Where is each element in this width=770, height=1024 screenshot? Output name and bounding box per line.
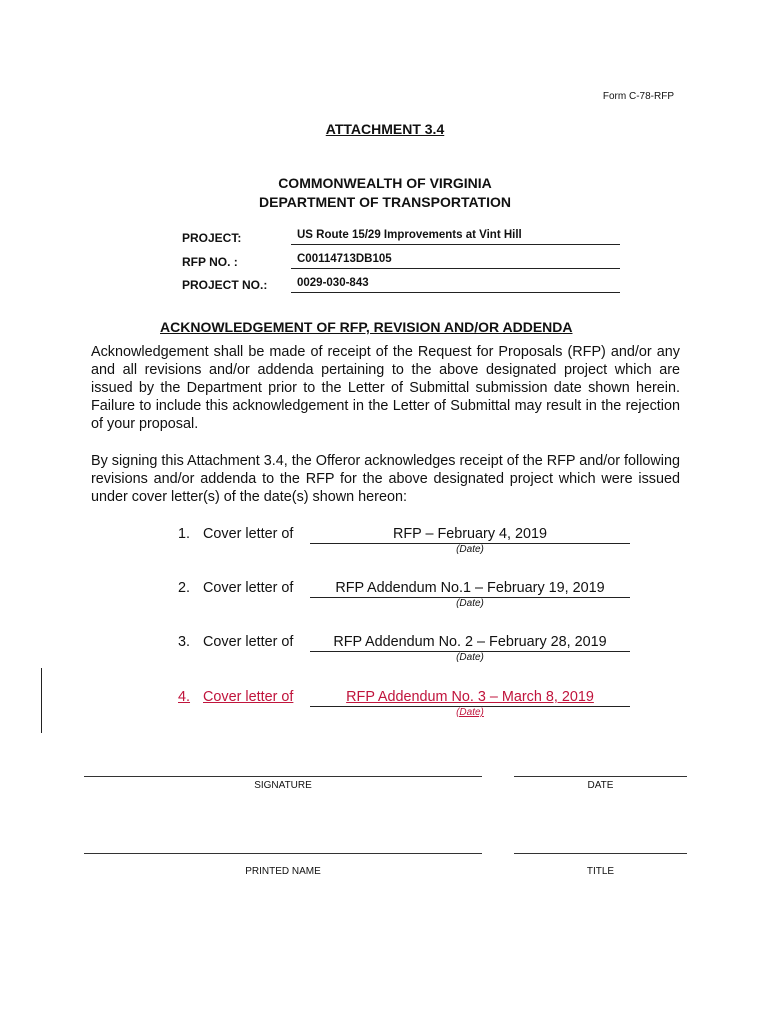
acknowledgement-title: ACKNOWLEDGEMENT OF RFP, REVISION AND/OR ADDENDA [160, 319, 573, 335]
cover-letter-4-label [178, 689, 293, 705]
cover-letter-4-number: 4. [178, 689, 191, 705]
title-label: TITLE [586, 866, 615, 877]
acknowledgement-paragraph-2: By signing this Attachment 3.4, the Offeror acknowledges receipt of the RFP and/or following revisions and/or addenda to the RFP for the above designated project which were issued under cover letter(s) of the date(s) shown hereon: [91, 453, 681, 505]
cover-letter-3-text: Cover letter of [203, 634, 294, 650]
cover-letter-1-number: 1. [178, 526, 191, 542]
organization-line-2: DEPARTMENT OF TRANSPORTATION [259, 194, 511, 210]
cover-letter-3-value[interactable]: RFP Addendum No. 2 – February 28, 2019 [310, 633, 630, 652]
cover-letter-2-label [178, 580, 293, 596]
printed-name-line[interactable] [84, 853, 482, 854]
cover-letter-4-date-caption: (Date) [456, 707, 484, 718]
project-no-value[interactable]: 0029-030-843 [291, 277, 620, 293]
project-label: PROJECT: [182, 231, 242, 245]
cover-letter-1-value[interactable]: RFP – February 4, 2019 [310, 525, 630, 544]
cover-letter-4-value[interactable] [310, 688, 630, 707]
rfp-no-value[interactable]: C00114713DB105 [291, 253, 620, 269]
cover-letter-3-number: 3. [178, 634, 191, 650]
title-line[interactable] [514, 853, 687, 854]
revision-margin-bar [41, 668, 42, 733]
cover-letter-4-value-text: RFP Addendum No. 3 – March 8, 2019 [346, 689, 594, 705]
cover-letter-1-date-caption: (Date) [456, 544, 484, 555]
attachment-title: ATTACHMENT 3.4 [325, 121, 445, 137]
date-label: DATE [587, 780, 614, 791]
cover-letter-2-value[interactable]: RFP Addendum No.1 – February 19, 2019 [310, 579, 630, 598]
signature-line[interactable] [84, 776, 482, 777]
project-value[interactable]: US Route 15/29 Improvements at Vint Hill [291, 229, 620, 245]
date-line[interactable] [514, 776, 687, 777]
cover-letter-3-label [178, 634, 293, 650]
cover-letter-3-date-caption: (Date) [456, 652, 484, 663]
cover-letter-4-text: Cover letter of [203, 689, 294, 705]
cover-letter-2-number: 2. [178, 580, 191, 596]
printed-name-label: PRINTED NAME [245, 866, 321, 877]
signature-label: SIGNATURE [254, 780, 312, 791]
rfp-no-label: RFP NO. : [182, 255, 238, 269]
acknowledgement-paragraph-1: Acknowledgement shall be made of receipt of the Request for Proposals (RFP) and/or any and all revisions and/or addenda pertaining to the above designated project which are issued by the Department prior to the Letter of Submittal submission date shown herein. Failure to include this acknowledgement in the Letter of Submittal may result in the rejection of your proposal. [91, 344, 680, 432]
cover-letter-1-label [178, 526, 293, 542]
cover-letter-1-text: Cover letter of [203, 526, 294, 542]
project-no-label: PROJECT NO.: [182, 278, 268, 292]
organization-line-1: COMMONWEALTH OF VIRGINIA [278, 175, 492, 191]
form-id: Form C-78-RFP [602, 91, 674, 102]
cover-letter-2-date-caption: (Date) [456, 598, 484, 609]
cover-letter-2-text: Cover letter of [203, 580, 294, 596]
